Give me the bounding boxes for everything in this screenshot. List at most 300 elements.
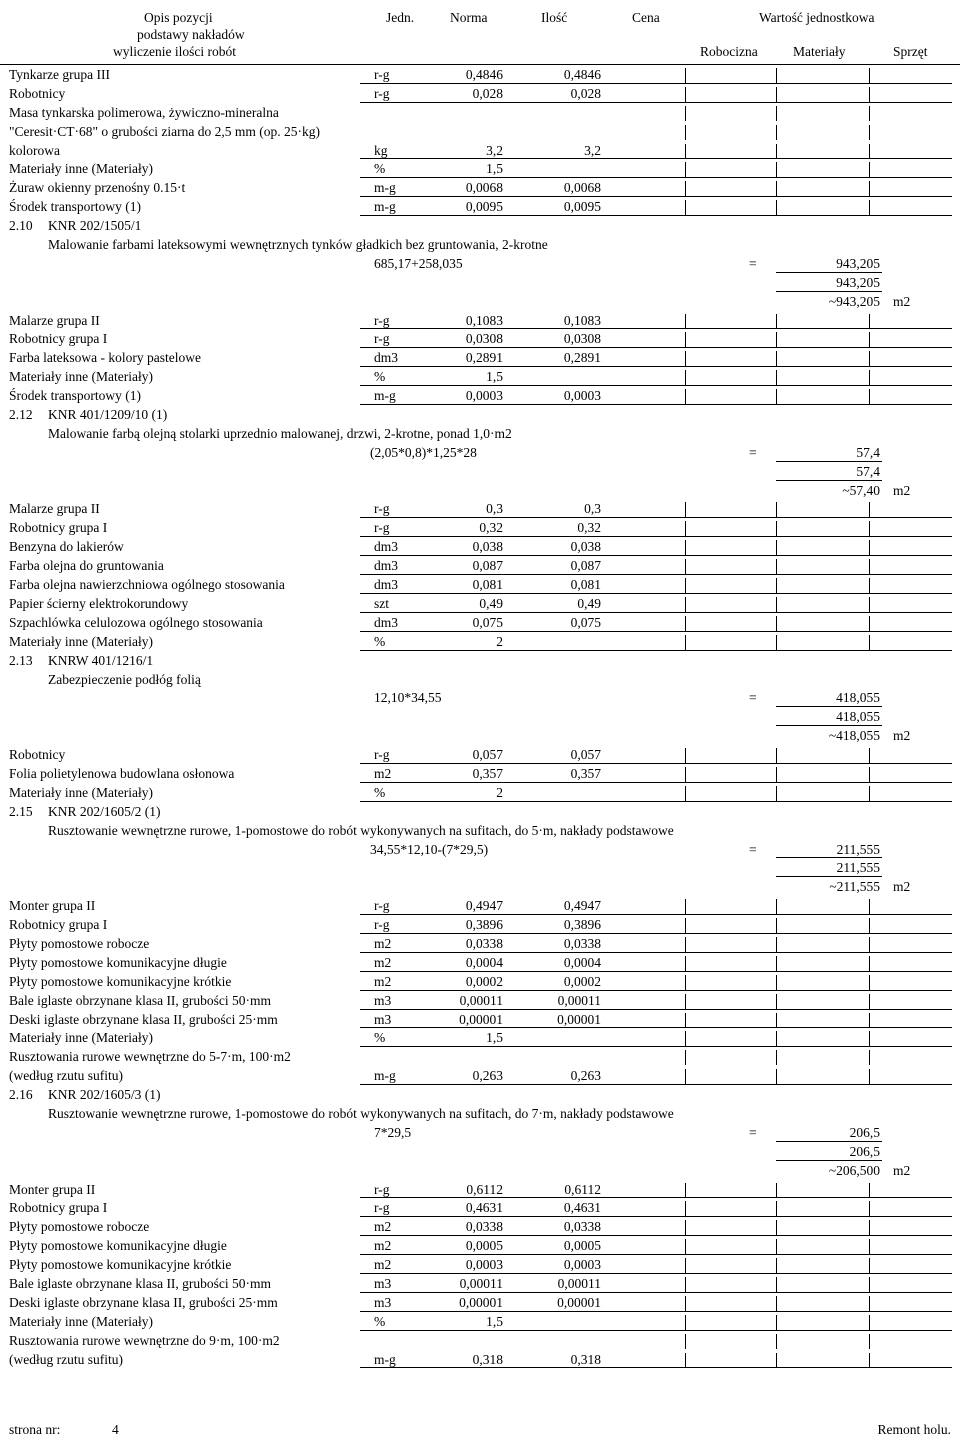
column-divider [685, 351, 686, 366]
row-rule [360, 1292, 503, 1293]
row-rule [685, 1197, 776, 1198]
row-rule [685, 612, 776, 613]
column-divider [685, 1334, 686, 1349]
section-number: 2.12 [9, 407, 33, 423]
section-title: Malowanie farbą olejną stolarki uprzednio malowanej, drzwi, 2-krotne, ponad 1,0·m2 [48, 425, 512, 441]
row-rule [503, 404, 601, 405]
table-row [0, 557, 960, 576]
row-rule [360, 404, 503, 405]
row-rule [601, 347, 685, 348]
item-description: Benzyna do lakierów [9, 539, 124, 555]
item-unit: r-g [374, 520, 390, 536]
row-rule [360, 801, 503, 802]
row-rule [503, 102, 601, 103]
row-rule [869, 555, 952, 556]
row-rule [685, 1273, 776, 1274]
row-rule [685, 1330, 776, 1331]
row-rule [776, 1027, 869, 1028]
table-row [0, 1181, 960, 1200]
item-norma: 0,318 [472, 1351, 503, 1367]
header-desc-line3: wyliczenie ilości robót [113, 44, 236, 59]
row-rule [360, 1311, 503, 1312]
column-divider [776, 1334, 777, 1349]
column-divider [685, 994, 686, 1009]
item-quantity: 0,075 [570, 614, 601, 630]
row-rule [685, 215, 776, 216]
row-rule [360, 650, 503, 651]
column-divider [869, 68, 870, 83]
row-rule [685, 347, 776, 348]
item-unit: m-g [374, 1068, 396, 1084]
row-rule [869, 1235, 952, 1236]
row-rule [685, 536, 776, 537]
column-divider [685, 918, 686, 933]
column-divider [776, 389, 777, 404]
row-rule [503, 215, 601, 216]
section-equals: = [749, 841, 757, 857]
item-norma: 0,0095 [465, 199, 503, 215]
row-rule [503, 328, 601, 329]
row-rule [360, 215, 503, 216]
section-title: Zabezpieczenie podłóg folią [48, 671, 201, 687]
row-rule [601, 1009, 685, 1010]
column-divider [869, 616, 870, 631]
section-title-row [0, 1105, 960, 1124]
table-row [0, 387, 960, 406]
row-rule [685, 1311, 776, 1312]
table-row [0, 746, 960, 765]
row-rule [685, 1009, 776, 1010]
item-quantity: 0,0003 [563, 1257, 601, 1273]
row-rule [503, 952, 601, 953]
row-rule [869, 1311, 952, 1312]
section-code: KNR 202/1605/2 (1) [48, 803, 161, 819]
item-norma: 0,081 [472, 577, 503, 593]
row-rule [601, 328, 685, 329]
row-rule [503, 158, 601, 159]
item-quantity: 0,49 [577, 595, 601, 611]
header-materialy: Materiały [793, 44, 846, 59]
column-divider [685, 502, 686, 517]
column-divider [869, 597, 870, 612]
row-rule [776, 631, 869, 632]
item-unit: m2 [374, 973, 392, 989]
row-rule [869, 366, 952, 367]
row-rule [776, 1330, 869, 1331]
row-rule [601, 593, 685, 594]
item-unit: % [374, 161, 386, 177]
item-unit: % [374, 369, 386, 385]
row-rule [869, 1046, 952, 1047]
row-rule [360, 1330, 503, 1331]
row-rule [685, 1292, 776, 1293]
row-rule [503, 177, 601, 178]
column-divider [685, 125, 686, 140]
table-row [0, 66, 960, 85]
column-divider [776, 1239, 777, 1254]
row-rule [776, 83, 869, 84]
row-rule [360, 952, 503, 953]
row-rule [503, 83, 601, 84]
footer-doc-name: Remont holu. [877, 1422, 951, 1437]
column-divider [776, 1201, 777, 1216]
row-rule [869, 952, 952, 953]
row-rule [601, 933, 685, 934]
item-description: Płyty pomostowe komunikacyjne długie [9, 954, 227, 970]
section-equals: = [749, 690, 757, 706]
section-result: 57,4 [856, 444, 880, 460]
row-rule [360, 914, 503, 915]
row-rule [360, 328, 503, 329]
row-rule [685, 1216, 776, 1217]
result-underline [776, 706, 882, 707]
column-divider [685, 314, 686, 329]
row-rule [503, 1292, 601, 1293]
section-header-row [0, 217, 960, 236]
row-rule [601, 1311, 685, 1312]
row-rule [360, 593, 503, 594]
column-divider [685, 106, 686, 121]
table-row [0, 1218, 960, 1237]
row-rule [601, 158, 685, 159]
row-rule [685, 1084, 776, 1085]
table-row [0, 1275, 960, 1294]
row-rule [360, 612, 503, 613]
row-rule [601, 1216, 685, 1217]
table-row [0, 576, 960, 595]
table-row [0, 1199, 960, 1218]
item-norma: 0,263 [472, 1068, 503, 1084]
row-rule [776, 763, 869, 764]
row-rule [776, 1197, 869, 1198]
row-rule [601, 631, 685, 632]
row-rule [601, 1292, 685, 1293]
row-rule [776, 385, 869, 386]
item-description: Farba olejna nawierzchniowa ogólnego stosowania [9, 577, 285, 593]
column-divider [776, 1315, 777, 1330]
row-rule [869, 971, 952, 972]
row-rule [360, 517, 503, 518]
item-description: Materiały inne (Materiały) [9, 633, 153, 649]
header-rule [0, 64, 960, 65]
section-formula-row [0, 255, 960, 274]
row-rule [503, 574, 601, 575]
section-equals: = [749, 444, 757, 460]
table-row [0, 973, 960, 992]
row-rule [601, 650, 685, 651]
table-row [0, 916, 960, 935]
section-subtotal-row [0, 708, 960, 727]
section-result: 418,055 [836, 690, 880, 706]
row-rule [503, 1273, 601, 1274]
row-rule [685, 952, 776, 953]
row-rule [685, 782, 776, 783]
row-rule [869, 83, 952, 84]
row-rule [869, 1216, 952, 1217]
column-divider [869, 502, 870, 517]
item-norma: 0,00001 [459, 1294, 503, 1310]
row-rule [360, 933, 503, 934]
item-description: Środek transportowy (1) [9, 388, 141, 404]
row-rule [776, 102, 869, 103]
column-divider [685, 1050, 686, 1065]
column-divider [869, 370, 870, 385]
table-row [0, 1351, 960, 1370]
column-divider [685, 635, 686, 650]
row-rule [503, 366, 601, 367]
row-rule [685, 1235, 776, 1236]
item-unit: r-g [374, 85, 390, 101]
column-divider [776, 144, 777, 159]
row-rule [360, 1027, 503, 1028]
column-divider [685, 616, 686, 631]
footer-page-number: 4 [112, 1422, 119, 1437]
item-quantity: 0,00011 [557, 992, 601, 1008]
column-divider [685, 332, 686, 347]
row-rule [869, 1009, 952, 1010]
subtotal-underline [776, 876, 882, 877]
section-header-row [0, 652, 960, 671]
row-rule [776, 782, 869, 783]
row-rule [869, 914, 952, 915]
column-divider [685, 1277, 686, 1292]
item-norma: 0,0308 [465, 331, 503, 347]
column-divider [685, 937, 686, 952]
section-header-row [0, 1086, 960, 1105]
item-norma: 0,075 [472, 614, 503, 630]
result-underline [776, 1141, 882, 1142]
row-rule [776, 574, 869, 575]
item-quantity: 0,038 [570, 539, 601, 555]
table-row [0, 1294, 960, 1313]
section-formula-row [0, 444, 960, 463]
row-rule [503, 536, 601, 537]
table-row [0, 614, 960, 633]
header-desc-line1: Opis pozycji [144, 10, 213, 25]
section-total-unit: m2 [893, 728, 911, 744]
item-norma: 0,00001 [459, 1011, 503, 1027]
column-divider [776, 1183, 777, 1198]
item-description: kolorowa [9, 142, 60, 158]
row-rule [776, 1046, 869, 1047]
section-total-row [0, 727, 960, 746]
item-description: Robotnicy [9, 85, 66, 101]
row-rule [360, 631, 503, 632]
item-description: Szpachlówka celulozowa ogólnego stosowania [9, 614, 263, 630]
item-description: Materiały inne (Materiały) [9, 161, 153, 177]
section-total: ~943,205 [828, 293, 880, 309]
item-quantity: 0,0095 [563, 199, 601, 215]
row-rule [503, 196, 601, 197]
item-description: (według rzutu sufitu) [9, 1351, 123, 1367]
section-total-unit: m2 [893, 482, 911, 498]
row-rule [601, 1046, 685, 1047]
item-unit: m3 [374, 992, 392, 1008]
section-header-row [0, 406, 960, 425]
result-underline [776, 272, 882, 273]
column-divider [685, 1183, 686, 1198]
item-unit: m-g [374, 1351, 396, 1367]
row-rule [360, 196, 503, 197]
column-divider [685, 578, 686, 593]
row-rule [360, 555, 503, 556]
row-rule [360, 1197, 503, 1198]
row-rule [869, 593, 952, 594]
item-quantity: 0,0005 [563, 1238, 601, 1254]
row-rule [360, 83, 503, 84]
item-norma: 0,028 [472, 85, 503, 101]
item-description: Rusztowania rurowe wewnętrzne do 5-7·m, 100·m2 [9, 1049, 291, 1065]
item-description: Folia polietylenowa budowlana osłonowa [9, 765, 235, 781]
header-cena: Cena [632, 10, 660, 25]
section-total: ~57,40 [842, 482, 880, 498]
section-subtotal-row [0, 859, 960, 878]
column-divider [776, 578, 777, 593]
column-divider [869, 899, 870, 914]
row-rule [776, 650, 869, 651]
row-rule [776, 1235, 869, 1236]
row-rule [685, 1046, 776, 1047]
section-title: Rusztowanie wewnętrzne rurowe, 1-pomostowe do robót wykonywanych na sufitach, do 7·m, nakłady podstawowe [48, 1105, 674, 1121]
item-norma: 0,087 [472, 558, 503, 574]
result-underline [776, 857, 882, 858]
section-formula: 34,55*12,10-(7*29,5) [370, 841, 489, 857]
column-divider [776, 351, 777, 366]
column-divider [776, 994, 777, 1009]
table-row [0, 897, 960, 916]
estimate-table [0, 66, 960, 1369]
row-rule [776, 1216, 869, 1217]
section-formula-row [0, 689, 960, 708]
item-norma: 1,5 [486, 161, 503, 177]
row-rule [601, 555, 685, 556]
row-rule [869, 574, 952, 575]
item-description: Bale iglaste obrzynane klasa II, grubości 50·mm [9, 1276, 272, 1291]
column-divider [776, 106, 777, 121]
row-rule [503, 555, 601, 556]
item-norma: 0,49 [479, 595, 503, 611]
column-divider [685, 200, 686, 215]
table-row [0, 1067, 960, 1086]
column-divider [869, 521, 870, 536]
item-unit: r-g [374, 917, 390, 933]
row-rule [776, 593, 869, 594]
row-rule [601, 952, 685, 953]
row-rule [601, 574, 685, 575]
item-quantity: 0,2891 [563, 350, 601, 366]
column-divider [685, 1069, 686, 1084]
footer-page-label: strona nr: [9, 1422, 61, 1437]
column-divider [685, 1258, 686, 1273]
column-divider [685, 68, 686, 83]
item-unit: m2 [374, 1219, 392, 1235]
section-subtotal: 211,555 [836, 860, 880, 876]
row-rule [601, 517, 685, 518]
row-rule [601, 215, 685, 216]
column-divider [776, 370, 777, 385]
result-underline [776, 461, 882, 462]
row-rule [360, 385, 503, 386]
item-unit: m2 [374, 1257, 392, 1273]
table-row [0, 538, 960, 557]
table-row [0, 1029, 960, 1048]
column-divider [685, 1315, 686, 1330]
row-rule [503, 347, 601, 348]
column-divider [869, 748, 870, 763]
column-divider [776, 332, 777, 347]
row-rule [503, 782, 601, 783]
row-rule [601, 385, 685, 386]
row-rule [776, 1009, 869, 1010]
column-divider [869, 106, 870, 121]
row-rule [360, 763, 503, 764]
table-row [0, 179, 960, 198]
item-norma: 2 [496, 784, 503, 800]
row-rule [601, 1254, 685, 1255]
item-description: Monter grupa II [9, 898, 96, 914]
row-rule [869, 763, 952, 764]
row-rule [869, 1330, 952, 1331]
column-divider [776, 1353, 777, 1368]
column-divider [869, 144, 870, 159]
table-row [0, 1011, 960, 1030]
column-divider [869, 1031, 870, 1046]
column-divider [776, 162, 777, 177]
item-quantity: 0,3 [584, 501, 601, 517]
column-divider [685, 144, 686, 159]
section-total-unit: m2 [893, 879, 911, 895]
row-rule [685, 971, 776, 972]
column-divider [776, 956, 777, 971]
item-quantity: 0,0003 [563, 388, 601, 404]
row-rule [776, 1311, 869, 1312]
column-divider [685, 1031, 686, 1046]
section-equals: = [749, 255, 757, 271]
row-rule [360, 102, 503, 103]
column-divider [869, 994, 870, 1009]
row-rule [776, 347, 869, 348]
item-description: Malarze grupa II [9, 501, 100, 517]
section-total-row [0, 878, 960, 897]
column-divider [776, 181, 777, 196]
column-divider [869, 332, 870, 347]
item-description: Robotnicy grupa I [9, 520, 108, 536]
row-rule [601, 83, 685, 84]
table-row [0, 765, 960, 784]
item-description: Farba lateksowa - kolory pastelowe [9, 350, 201, 366]
table-row [0, 992, 960, 1011]
table-row [0, 633, 960, 652]
column-divider [869, 1334, 870, 1349]
row-rule [503, 1084, 601, 1085]
row-rule [503, 1197, 601, 1198]
row-rule [685, 158, 776, 159]
row-rule [503, 593, 601, 594]
row-rule [360, 536, 503, 537]
row-rule [503, 612, 601, 613]
row-rule [776, 801, 869, 802]
item-description: Płyty pomostowe komunikacyjne krótkie [9, 1257, 232, 1273]
row-rule [360, 1367, 503, 1368]
row-rule [776, 536, 869, 537]
item-quantity: 0,32 [577, 520, 601, 536]
row-rule [776, 404, 869, 405]
item-norma: 0,00011 [459, 992, 503, 1008]
item-norma: 0,0004 [465, 954, 503, 970]
item-description: (według rzutu sufitu) [9, 1068, 123, 1084]
item-norma: 0,2891 [465, 350, 503, 366]
row-rule [776, 952, 869, 953]
